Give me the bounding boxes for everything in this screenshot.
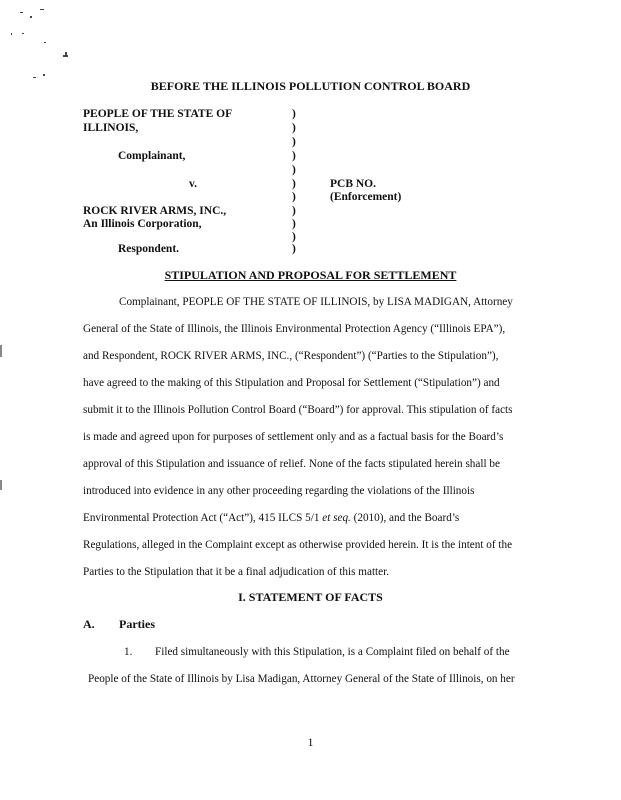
board-title: BEFORE THE ILLINOIS POLLUTION CONTROL BOARD (150, 79, 471, 93)
intro-line: Complainant, PEOPLE OF THE STATE OF ILLINOIS, by LISA MADIGAN, Attorney (119, 296, 513, 308)
caption-paren: ) (292, 191, 296, 203)
subsection-title: Parties (119, 617, 155, 631)
intro-line: introduced into evidence in any other proceeding regarding the violations of the Illinois (83, 485, 475, 497)
caption-paren: ) (292, 122, 296, 134)
plaintiff-name-line2: ILLINOIS, (83, 122, 139, 134)
caption-paren: ) (292, 178, 296, 190)
versus: v. (189, 178, 197, 190)
intro-line: Regulations, alleged in the Complaint except as otherwise provided herein. It is the intent of the (83, 539, 513, 551)
scan-edge-mark (0, 345, 2, 357)
intro-line: and Respondent, ROCK RIVER ARMS, INC., (“Respondent”) (“Parties to the Stipulation”), (83, 350, 499, 362)
caption-paren: ) (292, 243, 296, 255)
paragraph-number: 1. (124, 646, 133, 658)
intro-line-tail: (2010), and the Board’s (353, 512, 460, 524)
caption-paren: ) (292, 205, 296, 217)
intro-line: General of the State of Illinois, the Illinois Environmental Protection Agency (“Illinois EPA”), (83, 323, 506, 335)
respondent-role: Respondent. (118, 243, 180, 255)
caption-paren: ) (292, 164, 296, 176)
document-title: STIPULATION AND PROPOSAL FOR SETTLEMENT (164, 268, 457, 282)
intro-line: is made and agreed upon for purposes of settlement only and as a factual basis for the Board’s (83, 431, 504, 443)
enforcement-label: (Enforcement) (330, 191, 402, 203)
paragraph-line: People of the State of Illinois by Lisa Madigan, Attorney General of the State of Illinois, on her (88, 673, 515, 685)
pcb-number-label: PCB NO. (330, 178, 376, 190)
subsection-letter: A. (83, 617, 95, 631)
et-seq: et seq. (322, 512, 351, 524)
caption-paren: ) (292, 218, 296, 230)
intro-line: approval of this Stipulation and issuance of relief. None of the facts stipulated herein shall be (83, 458, 500, 470)
intro-line: have agreed to the making of this Stipulation and Proposal for Settlement (“Stipulation”) and (83, 377, 500, 389)
scan-edge-mark (0, 480, 2, 490)
caption-paren: ) (292, 231, 296, 243)
caption-paren: ) (292, 150, 296, 162)
section-heading: I. STATEMENT OF FACTS (238, 590, 383, 604)
respondent-name: ROCK RIVER ARMS, INC., (83, 205, 227, 217)
respondent-description: An Illinois Corporation, (83, 218, 202, 230)
caption-paren: ) (292, 136, 296, 148)
plaintiff-role: Complainant, (118, 150, 186, 162)
page-number: 1 (307, 735, 314, 749)
intro-line: Parties to the Stipulation that it be a final adjudication of this matter. (83, 566, 390, 578)
plaintiff-name-line1: PEOPLE OF THE STATE OF (83, 108, 233, 120)
intro-line-text: Environmental Protection Act (“Act”), 415 ILCS 5/1 (83, 512, 320, 524)
paragraph-line: Filed simultaneously with this Stipulation, is a Complaint filed on behalf of the (155, 646, 510, 658)
intro-line: submit it to the Illinois Pollution Control Board (“Board”) for approval. This stipulation of facts (83, 404, 513, 416)
intro-line (83, 512, 459, 524)
caption-paren: ) (292, 108, 296, 120)
